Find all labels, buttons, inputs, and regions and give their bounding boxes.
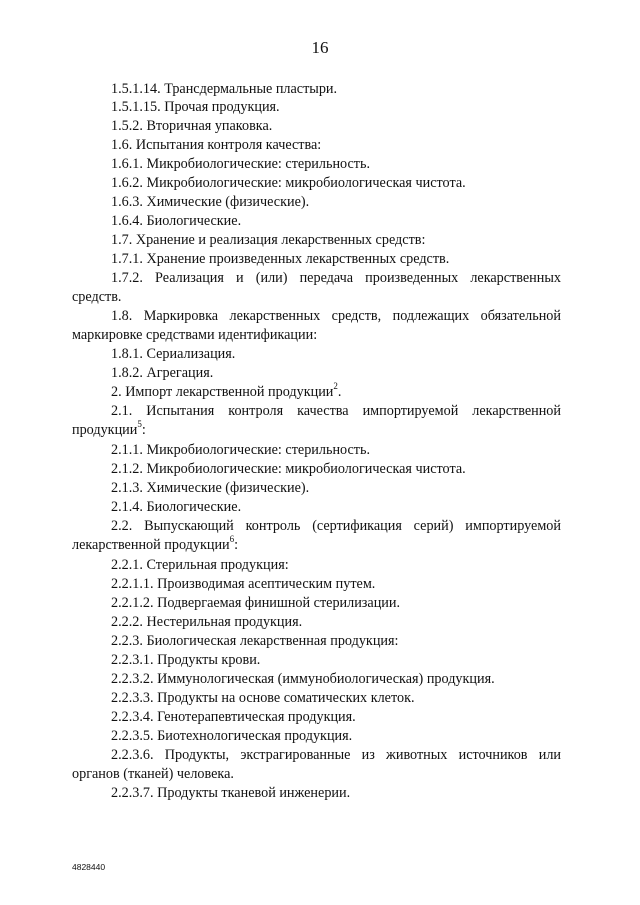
list-item: 1.6.3. Химические (физические). — [111, 194, 310, 210]
page-number: 16 — [311, 38, 329, 57]
list-item: 2.1.1. Микробиологические: стерильность. — [111, 442, 370, 458]
list-item: 1.7.2. Реализация и (или) передача произведенных лекарственных — [111, 270, 561, 286]
list-item: 2.2.3.3. Продукты на основе соматических клеток. — [111, 690, 415, 706]
list-item: 2.2.3.2. Иммунологическая (иммунобиологическая) продукция. — [111, 671, 495, 687]
list-item-punct: : — [234, 537, 239, 553]
list-item: 1.8. Маркировка лекарственных средств, подлежащих обязательной — [111, 308, 561, 324]
list-item: 1.8.2. Агрегация. — [111, 365, 214, 381]
list-item: 2.2.3. Биологическая лекарственная продукция: — [111, 633, 399, 649]
list-item: 2.2.2. Нестерильная продукция. — [111, 614, 303, 630]
list-item: 1.7. Хранение и реализация лекарственных средств: — [111, 232, 426, 248]
list-item: 2.2. Выпускающий контроль (сертификация серий) импортируемой — [111, 518, 561, 534]
list-item: 1.8.1. Сериализация. — [111, 346, 236, 362]
list-item: 2.1. Испытания контроля качества импортируемой лекарственной — [111, 403, 561, 419]
list-item: 2.2.1.1. Производимая асептическим путем. — [111, 576, 376, 592]
list-item-continuation: средств. — [72, 289, 122, 305]
list-item: 2.2.3.5. Биотехнологическая продукция. — [111, 728, 353, 744]
footnote-mark: 5 — [137, 419, 142, 430]
list-item-continuation — [72, 421, 146, 439]
list-item: 2.2.3.1. Продукты крови. — [111, 652, 261, 668]
list-item-continuation: органов (тканей) человека. — [72, 766, 234, 782]
list-item: 2.1.3. Химические (физические). — [111, 480, 310, 496]
list-item-punct: : — [141, 422, 146, 438]
list-item-text: лекарственной продукции — [72, 537, 230, 553]
list-item: 2.2.1. Стерильная продукция: — [111, 557, 289, 573]
list-item: 2.1.4. Биологические. — [111, 499, 242, 515]
list-item: 1.5.1.15. Прочая продукция. — [111, 99, 280, 115]
list-item: 2.1.2. Микробиологические: микробиологическая чистота. — [111, 461, 466, 477]
list-item: 2.2.3.6. Продукты, экстрагированные из животных источников или — [111, 747, 561, 763]
list-item: 2.2.3.7. Продукты тканевой инженерии. — [111, 785, 351, 801]
list-item-punct: . — [337, 384, 342, 400]
list-item: 2.2.1.2. Подвергаемая финишной стерилизации. — [111, 595, 401, 611]
footnote-mark: 6 — [229, 534, 235, 545]
footnote-mark: 2 — [333, 381, 338, 392]
list-item: 2.2.3.4. Генотерапевтическая продукция. — [111, 709, 356, 725]
list-item-text: 2. Импорт лекарственной продукции — [111, 384, 334, 400]
list-item-continuation: маркировке средствами идентификации: — [72, 327, 318, 343]
list-item: 1.6.4. Биологические. — [111, 213, 242, 229]
document-id: 4828440 — [72, 862, 106, 872]
list-item: 1.7.1. Хранение произведенных лекарственных средств. — [111, 251, 450, 267]
list-item — [111, 383, 341, 401]
list-item: 1.5.2. Вторичная упаковка. — [111, 118, 273, 134]
list-item-text: продукции — [72, 422, 138, 438]
list-item: 1.6. Испытания контроля качества: — [111, 137, 322, 153]
list-item: 1.6.1. Микробиологические: стерильность. — [111, 156, 370, 172]
list-item: 1.6.2. Микробиологические: микробиологическая чистота. — [111, 175, 466, 191]
list-item: 1.5.1.14. Трансдермальные пластыри. — [111, 81, 338, 97]
list-item-continuation — [72, 536, 238, 554]
